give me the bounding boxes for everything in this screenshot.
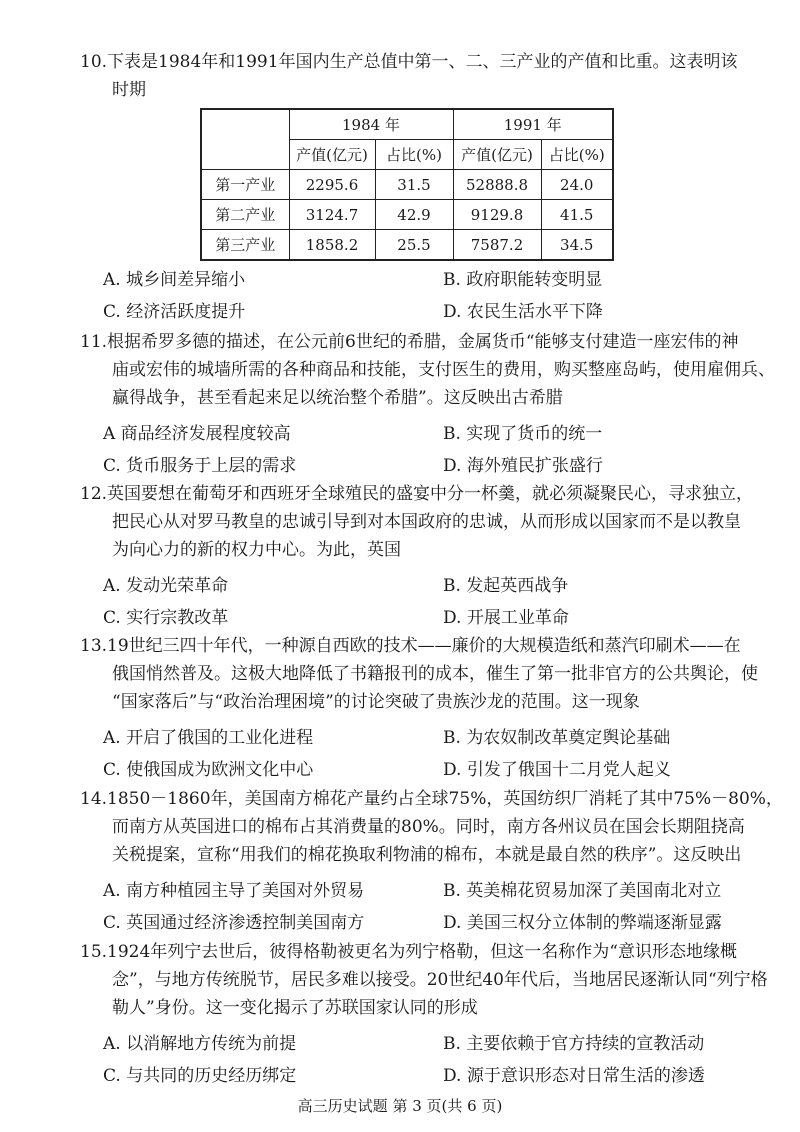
table-cell: 24.0 bbox=[541, 170, 613, 200]
table-cell: 41.5 bbox=[541, 200, 613, 230]
option-c[interactable]: C. 英国通过经济渗透控制美国南方 bbox=[103, 913, 365, 933]
option-c[interactable]: C. 实行宗教改革 bbox=[103, 608, 229, 628]
table-row bbox=[201, 200, 613, 230]
table-row bbox=[201, 170, 613, 200]
option-c[interactable]: C. 经济活跃度提升 bbox=[103, 302, 246, 322]
question-12-line-2: 把民心从对罗马教皇的忠诚引导到对本国政府的忠诚，从而形成以国家而不是以教皇 bbox=[112, 512, 741, 532]
option-c[interactable]: C. 与共同的历史经历绑定 bbox=[103, 1066, 297, 1086]
option-c[interactable]: C. 使俄国成为欧洲文化中心 bbox=[103, 760, 314, 780]
option-b[interactable]: B. 主要依赖于官方持续的宣教活动 bbox=[443, 1034, 705, 1054]
table-cell: 7587.2 bbox=[453, 230, 541, 261]
question-12-options bbox=[103, 572, 763, 632]
question-10-line-2: 时期 bbox=[112, 80, 146, 100]
table-cell: 52888.8 bbox=[453, 170, 541, 200]
table-cell: 9129.8 bbox=[453, 200, 541, 230]
option-a[interactable]: A. 开启了俄国的工业化进程 bbox=[103, 728, 314, 748]
option-a[interactable]: A. 发动光荣革命 bbox=[103, 576, 229, 596]
question-14-line-1: 14.1850－1860年，美国南方棉花产量约占全球75%，英国纺织厂消耗了其中75%－80%， bbox=[80, 789, 783, 809]
question-11-stem bbox=[80, 328, 775, 412]
question-14-line-2: 而南方从英国进口的棉布占其消费量的80%。同时，南方各州议员在国会长期阻挠高 bbox=[112, 817, 745, 837]
question-10-stem bbox=[80, 48, 755, 104]
option-a[interactable]: A 商品经济发展程度较高 bbox=[103, 424, 291, 444]
question-14-options bbox=[103, 877, 763, 937]
table-subheader: 产值(亿元) bbox=[289, 140, 375, 170]
option-a[interactable]: A. 城乡间差异缩小 bbox=[103, 270, 246, 290]
option-d[interactable]: D. 海外殖民扩张盛行 bbox=[443, 456, 603, 476]
option-c[interactable]: C. 货币服务于上层的需求 bbox=[103, 456, 297, 476]
table-cell: 25.5 bbox=[375, 230, 453, 261]
table-row-label: 第二产业 bbox=[201, 200, 289, 230]
gdp-table bbox=[200, 108, 614, 261]
option-d[interactable]: D. 源于意识形态对日常生活的渗透 bbox=[443, 1066, 705, 1086]
question-12-stem bbox=[80, 480, 755, 564]
question-14-stem bbox=[80, 785, 783, 869]
question-12-line-1: 12.英国要想在葡萄牙和西班牙全球殖民的盛宴中分一杯羹，就必须凝聚民心，寻求独立， bbox=[80, 484, 754, 504]
table-year-header-1984: 1984 年 bbox=[289, 109, 453, 140]
question-15-line-1: 15.1924年列宁去世后，彼得格勒被更名为列宁格勒，但这一名称作为“意识形态地缘概 bbox=[80, 942, 737, 962]
table-row bbox=[201, 230, 613, 261]
table-cell: 34.5 bbox=[541, 230, 613, 261]
question-11-line-2: 庙或宏伟的城墙所需的各种商品和技能，支付医生的费用，购买整座岛屿，使用雇佣兵、 bbox=[112, 360, 775, 380]
question-13-line-3: “国家落后”与“政治治理困境”的讨论突破了贵族沙龙的范围。这一现象 bbox=[112, 692, 640, 712]
table-row-label: 第一产业 bbox=[201, 170, 289, 200]
option-d[interactable]: D. 开展工业革命 bbox=[443, 608, 569, 628]
question-13-line-1: 13.19世纪三四十年代，一种源自西欧的技术——廉价的大规模造纸和蒸汽印刷术——在 bbox=[80, 636, 741, 656]
option-a[interactable]: A. 南方种植园主导了美国对外贸易 bbox=[103, 881, 365, 901]
table-subheader: 占比(%) bbox=[541, 140, 613, 170]
table-cell: 31.5 bbox=[375, 170, 453, 200]
question-10-options bbox=[103, 266, 763, 326]
question-13-stem bbox=[80, 632, 758, 716]
table-subheader: 占比(%) bbox=[375, 140, 453, 170]
table-cell: 3124.7 bbox=[289, 200, 375, 230]
table-corner-cell bbox=[201, 109, 289, 170]
option-d[interactable]: D. 农民生活水平下降 bbox=[443, 302, 603, 322]
option-b[interactable]: B. 政府职能转变明显 bbox=[443, 270, 603, 290]
question-12-line-3: 为向心力的新的权力中心。为此，英国 bbox=[112, 540, 401, 560]
question-13-options bbox=[103, 724, 763, 784]
question-11-line-1: 11.根据希罗多德的描述，在公元前6世纪的希腊，金属货币“能够支付建造一座宏伟的神 bbox=[80, 332, 739, 352]
option-b[interactable]: B. 发起英西战争 bbox=[443, 576, 569, 596]
table-cell: 2295.6 bbox=[289, 170, 375, 200]
question-15-line-2: 念”，与地方传统脱节，居民多难以接受。20世纪40年代后，当地居民逐渐认同“列宁格 bbox=[112, 970, 768, 990]
question-14-line-3: 关税提案，宣称“用我们的棉花换取利物浦的棉布，本就是最自然的秩序”。这反映出 bbox=[112, 845, 742, 865]
table-cell: 1858.2 bbox=[289, 230, 375, 261]
table-header-row bbox=[201, 109, 613, 140]
question-10-line-1: 10.下表是1984年和1991年国内生产总值中第一、二、三产业的产值和比重。这表明该 bbox=[80, 52, 738, 72]
table-row-label: 第三产业 bbox=[201, 230, 289, 261]
question-11-line-3: 赢得战争，甚至看起来足以统治整个希腊”。这反映出古希腊 bbox=[112, 388, 563, 408]
page-footer: 高三历史试题 第 3 页(共 6 页) bbox=[297, 1097, 503, 1115]
question-13-line-2: 俄国悄然普及。这极大地降低了书籍报刊的成本，催生了第一批非官方的公共舆论，使 bbox=[112, 664, 758, 684]
option-d[interactable]: D. 美国三权分立体制的弊端逐渐显露 bbox=[443, 913, 722, 933]
option-d[interactable]: D. 引发了俄国十二月党人起义 bbox=[443, 760, 671, 780]
table-cell: 42.9 bbox=[375, 200, 453, 230]
option-a[interactable]: A. 以消解地方传统为前提 bbox=[103, 1034, 297, 1054]
option-b[interactable]: B. 为农奴制改革奠定舆论基础 bbox=[443, 728, 671, 748]
option-b[interactable]: B. 英美棉花贸易加深了美国南北对立 bbox=[443, 881, 722, 901]
question-15-stem bbox=[80, 938, 768, 1022]
question-15-line-3: 勒人”身份。这一变化揭示了苏联国家认同的形成 bbox=[112, 998, 478, 1018]
table-year-header-1991: 1991 年 bbox=[453, 109, 613, 140]
table-subheader: 产值(亿元) bbox=[453, 140, 541, 170]
question-11-options bbox=[103, 420, 763, 480]
question-15-options bbox=[103, 1030, 763, 1090]
option-b[interactable]: B. 实现了货币的统一 bbox=[443, 424, 603, 444]
